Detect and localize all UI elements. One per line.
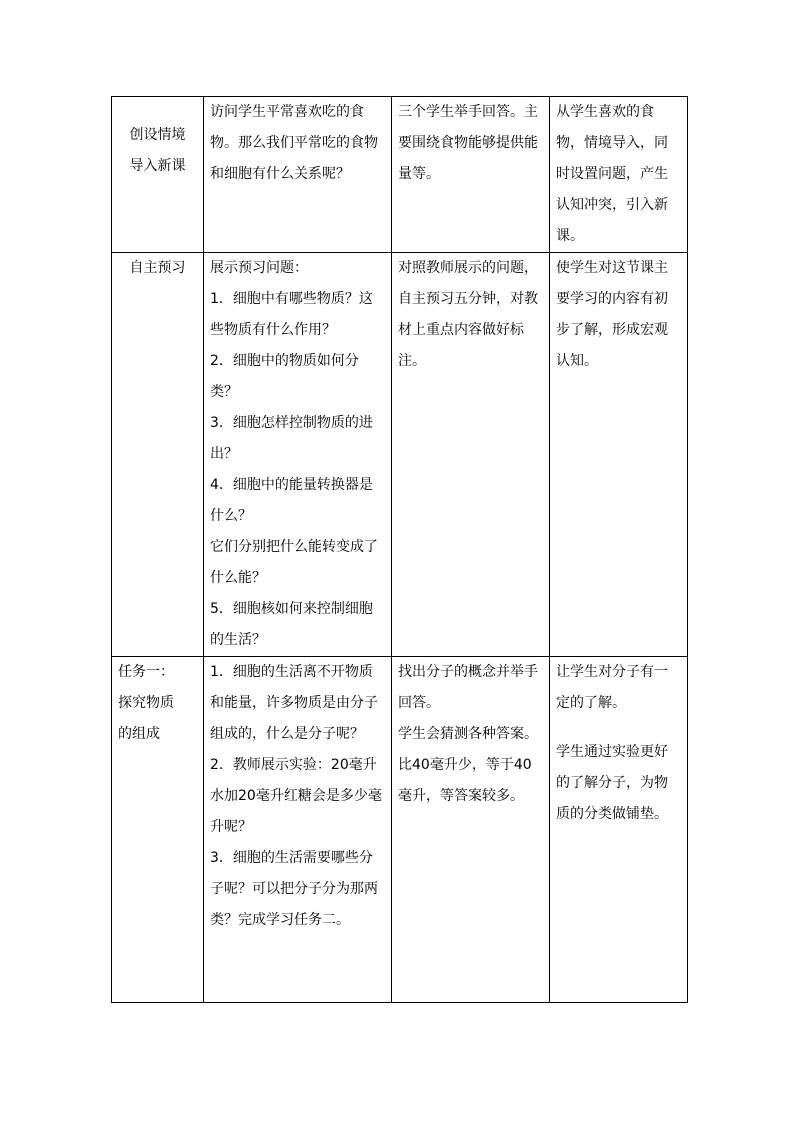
student-text: 三个学生举手回答。主要围绕食物能够提供能量等。	[398, 104, 538, 182]
teacher-activity-cell	[204, 253, 392, 657]
stage-label: 导入新课	[129, 158, 186, 174]
teacher-text: 1．细胞中有哪些物质？这些物质有什么作用？	[210, 291, 373, 338]
stage-label: 任务一：	[118, 664, 174, 680]
lesson-plan-table	[111, 96, 688, 1003]
table-row	[112, 97, 688, 253]
purpose-text: 从学生喜欢的食物，情境导入，同时设置问题，产生认知冲突，引入新课。	[556, 104, 668, 244]
teacher-text: 4．细胞中的能量转换器是什么？	[210, 477, 373, 524]
teacher-text: 1．细胞的生活离不开物质和能量，许多物质是由分子组成的，什么是分子呢？	[210, 664, 378, 742]
teacher-text: 3．细胞怎样控制物质的进出？	[210, 415, 373, 462]
student-text: 学生会猜测各种答案。	[398, 726, 538, 742]
stage-cell	[112, 253, 204, 657]
student-text: 找出分子的概念并举手回答。	[398, 664, 538, 711]
purpose-text: 让学生对分子有一定的了解。	[556, 664, 668, 711]
stage-label: 创设情境	[129, 127, 186, 143]
teacher-text: 2．教师展示实验：20毫升水加20毫升红糖会是多少毫升呢？	[210, 757, 382, 835]
teacher-text: 访问学生平常喜欢吃的食物。那么我们平常吃的食物和细胞有什么关系呢？	[210, 104, 378, 182]
teacher-text: 它们分别把什么能转变成了什么能？	[210, 539, 378, 586]
student-activity-cell	[392, 97, 550, 253]
table-row	[112, 253, 688, 657]
design-purpose-cell	[550, 253, 688, 657]
stage-label: 自主预习	[129, 260, 186, 276]
teacher-activity-cell	[204, 97, 392, 253]
purpose-text: 使学生对这节课主要学习的内容有初步了解，形成宏观认知。	[556, 260, 668, 369]
stage-label: 的组成	[118, 726, 160, 742]
student-activity-cell	[392, 253, 550, 657]
student-text: 对照教师展示的问题，自主预习五分钟，对教材上重点内容做好标注。	[398, 260, 538, 369]
teacher-text: 5．细胞核如何来控制细胞的生活？	[210, 601, 373, 648]
teacher-text: 展示预习问题：	[210, 260, 308, 276]
design-purpose-cell	[550, 657, 688, 1003]
table-row	[112, 657, 688, 1003]
stage-cell	[112, 657, 204, 1003]
teacher-text: 3．细胞的生活需要哪些分子呢？可以把分子分为那两类？完成学习任务二。	[210, 850, 378, 928]
paragraph-spacer	[556, 719, 681, 737]
purpose-text: 学生通过实验更好的了解分子，为物质的分类做铺垫。	[556, 744, 668, 822]
stage-cell	[112, 97, 204, 253]
design-purpose-cell	[550, 97, 688, 253]
teacher-activity-cell	[204, 657, 392, 1003]
teacher-text: 2．细胞中的物质如何分类？	[210, 353, 359, 400]
student-activity-cell	[392, 657, 550, 1003]
student-text: 比40毫升少，等于40毫升，等答案较多。	[398, 757, 532, 804]
stage-label: 探究物质	[118, 695, 174, 711]
